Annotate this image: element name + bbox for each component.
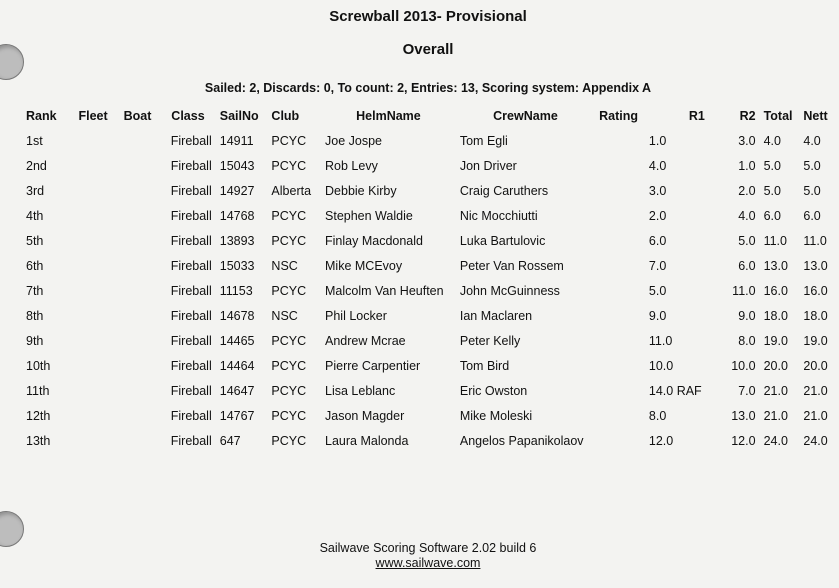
cell-helm: Phil Locker xyxy=(325,309,387,323)
cell-club: PCYC xyxy=(271,384,307,398)
cell-boat xyxy=(115,253,160,278)
cell-r1: 12.0 xyxy=(648,434,674,448)
cell-r2: 12.0 xyxy=(731,434,756,448)
table-row xyxy=(22,378,839,403)
cell-total: 5.0 xyxy=(763,184,781,198)
cell-total: 19.0 xyxy=(763,334,788,348)
cell-class: Fireball xyxy=(170,359,212,373)
footer xyxy=(0,541,839,571)
cell-rank: 6th xyxy=(26,259,44,273)
table-row xyxy=(22,328,839,353)
cell-boat xyxy=(115,228,160,253)
cell-sailno: 14464 xyxy=(219,359,255,373)
table-row xyxy=(22,203,839,228)
page-subtitle: Overall xyxy=(402,41,454,58)
column-header-r1: R1 xyxy=(688,109,705,123)
cell-r2: 8.0 xyxy=(738,334,756,348)
cell-r2: 2.0 xyxy=(738,184,756,198)
cell-rank: 11th xyxy=(26,384,50,398)
cell-helm: Mike MCEvoy xyxy=(325,259,403,273)
cell-r1: 2.0 xyxy=(648,209,667,223)
cell-crew: Peter Kelly xyxy=(459,334,521,348)
cell-sailno: 14768 xyxy=(219,209,255,223)
cell-class: Fireball xyxy=(170,159,212,173)
cell-fleet xyxy=(71,328,115,353)
cell-crew: Craig Caruthers xyxy=(459,184,549,198)
cell-helm: Debbie Kirby xyxy=(325,184,397,198)
software-credit: Sailwave Scoring Software 2.02 build 6 xyxy=(319,541,537,555)
cell-crew: John McGuinness xyxy=(459,284,560,298)
cell-crew: Eric Owston xyxy=(459,384,528,398)
column-header-sailno: SailNo xyxy=(219,109,259,123)
column-header-crewname: CrewName xyxy=(493,109,558,123)
column-header-club: Club xyxy=(271,109,300,123)
cell-total: 16.0 xyxy=(763,284,788,298)
cell-helm: Malcolm Van Heuften xyxy=(325,284,444,298)
cell-class: Fireball xyxy=(170,384,212,398)
column-header-class: Class xyxy=(171,109,205,123)
cell-crew: Jon Driver xyxy=(459,159,517,173)
cell-helm: Joe Jospe xyxy=(325,134,382,148)
cell-club: NSC xyxy=(271,309,298,323)
table-row xyxy=(22,253,839,278)
cell-helm: Jason Magder xyxy=(325,409,405,423)
cell-r2: 6.0 xyxy=(738,259,756,273)
cell-sailno: 14927 xyxy=(219,184,255,198)
cell-total: 13.0 xyxy=(763,259,788,273)
series-summary: Sailed: 2, Discards: 0, To count: 2, Entries: 13, Scoring system: Appendix A xyxy=(204,81,652,95)
cell-nett: 11.0 xyxy=(803,234,827,248)
cell-r2: 9.0 xyxy=(738,309,756,323)
cell-boat xyxy=(115,353,160,378)
cell-r1: 5.0 xyxy=(648,284,667,298)
cell-fleet xyxy=(71,428,115,453)
cell-boat xyxy=(115,403,160,428)
cell-r1: 4.0 xyxy=(648,159,667,173)
table-row xyxy=(22,228,839,253)
cell-club: PCYC xyxy=(271,234,307,248)
results-body xyxy=(22,128,839,453)
cell-rating xyxy=(595,153,645,178)
cell-helm: Lisa Leblanc xyxy=(325,384,396,398)
cell-nett: 21.0 xyxy=(803,384,828,398)
cell-boat xyxy=(115,303,160,328)
cell-boat xyxy=(115,203,160,228)
cell-class: Fireball xyxy=(170,209,212,223)
cell-rating xyxy=(595,253,645,278)
cell-total: 21.0 xyxy=(763,409,788,423)
cell-fleet xyxy=(71,228,115,253)
cell-nett: 18.0 xyxy=(803,309,828,323)
cell-boat xyxy=(115,153,160,178)
cell-r2: 3.0 xyxy=(738,134,756,148)
cell-club: PCYC xyxy=(271,159,307,173)
cell-club: PCYC xyxy=(271,434,307,448)
cell-boat xyxy=(115,178,160,203)
cell-rating xyxy=(595,303,645,328)
cell-rank: 10th xyxy=(26,359,51,373)
cell-nett: 19.0 xyxy=(803,334,828,348)
cell-r1: 1.0 xyxy=(648,134,667,148)
table-row xyxy=(22,278,839,303)
cell-helm: Stephen Waldie xyxy=(325,209,413,223)
cell-sailno: 14767 xyxy=(219,409,255,423)
cell-fleet xyxy=(71,303,115,328)
cell-total: 20.0 xyxy=(763,359,788,373)
cell-rank: 9th xyxy=(26,334,44,348)
cell-helm: Pierre Carpentier xyxy=(325,359,421,373)
cell-fleet xyxy=(71,153,115,178)
column-header-total: Total xyxy=(763,109,793,123)
cell-class: Fireball xyxy=(170,309,212,323)
cell-total: 11.0 xyxy=(763,234,787,248)
cell-club: PCYC xyxy=(271,409,307,423)
cell-sailno: 11153 xyxy=(219,284,253,298)
column-header-fleet: Fleet xyxy=(78,109,108,123)
cell-nett: 5.0 xyxy=(803,184,821,198)
cell-r2: 13.0 xyxy=(731,409,756,423)
cell-r1: 10.0 xyxy=(648,359,674,373)
results-table xyxy=(22,104,839,453)
cell-class: Fireball xyxy=(170,259,212,273)
cell-r1: 3.0 xyxy=(648,184,667,198)
cell-helm: Andrew Mcrae xyxy=(325,334,406,348)
cell-rating xyxy=(595,328,645,353)
cell-class: Fireball xyxy=(170,284,212,298)
cell-sailno: 14678 xyxy=(219,309,255,323)
cell-nett: 4.0 xyxy=(803,134,821,148)
cell-class: Fireball xyxy=(170,434,212,448)
cell-rank: 1st xyxy=(26,134,43,148)
cell-fleet xyxy=(71,378,115,403)
cell-boat xyxy=(115,428,160,453)
cell-rank: 4th xyxy=(26,209,44,223)
table-header-row xyxy=(22,104,839,128)
cell-rank: 8th xyxy=(26,309,44,323)
cell-r1: 8.0 xyxy=(648,409,667,423)
cell-r2: 10.0 xyxy=(731,359,756,373)
cell-class: Fireball xyxy=(170,234,212,248)
column-header-helmname: HelmName xyxy=(356,109,421,123)
cell-r2: 4.0 xyxy=(738,209,756,223)
cell-crew: Nic Mocchiutti xyxy=(459,209,538,223)
cell-nett: 13.0 xyxy=(803,259,828,273)
cell-class: Fireball xyxy=(170,334,212,348)
cell-r2: 5.0 xyxy=(738,234,756,248)
cell-boat xyxy=(115,328,160,353)
column-header-boat: Boat xyxy=(123,109,152,123)
cell-sailno: 14465 xyxy=(219,334,255,348)
cell-class: Fireball xyxy=(170,184,212,198)
cell-helm: Finlay Macdonald xyxy=(325,234,423,248)
cell-nett: 6.0 xyxy=(803,209,821,223)
cell-r2: 1.0 xyxy=(738,159,756,173)
cell-nett: 16.0 xyxy=(803,284,828,298)
cell-rating xyxy=(595,228,645,253)
cell-rank: 3rd xyxy=(26,184,45,198)
cell-fleet xyxy=(71,128,115,153)
cell-fleet xyxy=(71,178,115,203)
cell-rating xyxy=(595,128,645,153)
cell-rating xyxy=(595,353,645,378)
cell-rating xyxy=(595,378,645,403)
cell-sailno: 15033 xyxy=(219,259,255,273)
table-row xyxy=(22,303,839,328)
cell-total: 18.0 xyxy=(763,309,788,323)
cell-sailno: 14647 xyxy=(219,384,255,398)
cell-rank: 13th xyxy=(26,434,51,448)
cell-r1: 7.0 xyxy=(648,259,667,273)
cell-class: Fireball xyxy=(170,134,212,148)
cell-boat xyxy=(115,278,160,303)
cell-total: 6.0 xyxy=(763,209,781,223)
cell-club: PCYC xyxy=(271,284,307,298)
cell-r1: 14.0 RAF xyxy=(648,384,702,398)
cell-nett: 5.0 xyxy=(803,159,821,173)
cell-rating xyxy=(595,178,645,203)
cell-rank: 12th xyxy=(26,409,51,423)
column-header-rank: Rank xyxy=(26,109,57,123)
cell-total: 24.0 xyxy=(763,434,788,448)
column-header-rating: Rating xyxy=(599,109,638,123)
cell-total: 5.0 xyxy=(763,159,781,173)
cell-class: Fireball xyxy=(170,409,212,423)
cell-fleet xyxy=(71,353,115,378)
cell-crew: Ian Maclaren xyxy=(459,309,533,323)
cell-sailno: 647 xyxy=(219,434,241,448)
cell-sailno: 14911 xyxy=(219,134,254,148)
cell-boat xyxy=(115,128,160,153)
page-title: Screwball 2013- Provisional xyxy=(329,8,527,25)
cell-helm: Laura Malonda xyxy=(325,434,409,448)
column-header-nett: Nett xyxy=(803,109,828,123)
cell-fleet xyxy=(71,278,115,303)
cell-r1: 11.0 xyxy=(648,334,673,348)
cell-club: PCYC xyxy=(271,134,307,148)
cell-crew: Angelos Papanikolaov xyxy=(459,434,584,448)
table-row xyxy=(22,403,839,428)
cell-nett: 21.0 xyxy=(803,409,828,423)
cell-r2: 7.0 xyxy=(738,384,756,398)
cell-rating xyxy=(595,403,645,428)
cell-rating xyxy=(595,428,645,453)
cell-crew: Tom Bird xyxy=(459,359,510,373)
cell-rating xyxy=(595,203,645,228)
cell-nett: 20.0 xyxy=(803,359,828,373)
table-row xyxy=(22,153,839,178)
cell-r2: 11.0 xyxy=(732,284,756,298)
cell-rank: 7th xyxy=(26,284,44,298)
table-row xyxy=(22,353,839,378)
cell-fleet xyxy=(71,203,115,228)
cell-sailno: 15043 xyxy=(219,159,255,173)
cell-nett: 24.0 xyxy=(803,434,828,448)
cell-boat xyxy=(115,378,160,403)
table-row xyxy=(22,128,839,153)
cell-total: 21.0 xyxy=(763,384,788,398)
cell-crew: Mike Moleski xyxy=(459,409,533,423)
cell-helm: Rob Levy xyxy=(325,159,378,173)
cell-rank: 5th xyxy=(26,234,44,248)
cell-rank: 2nd xyxy=(26,159,47,173)
cell-crew: Tom Egli xyxy=(459,134,508,148)
cell-fleet xyxy=(71,253,115,278)
cell-club: PCYC xyxy=(271,209,307,223)
column-header-r2: R2 xyxy=(739,109,756,123)
cell-club: NSC xyxy=(271,259,298,273)
cell-total: 4.0 xyxy=(763,134,781,148)
cell-crew: Peter Van Rossem xyxy=(459,259,564,273)
cell-sailno: 13893 xyxy=(219,234,255,248)
cell-club: Alberta xyxy=(271,184,312,198)
sailwave-link[interactable]: www.sailwave.com xyxy=(375,556,481,570)
cell-club: PCYC xyxy=(271,359,307,373)
cell-fleet xyxy=(71,403,115,428)
cell-rating xyxy=(595,278,645,303)
table-row xyxy=(22,178,839,203)
cell-r1: 6.0 xyxy=(648,234,667,248)
table-row xyxy=(22,428,839,453)
cell-crew: Luka Bartulovic xyxy=(459,234,546,248)
cell-r1: 9.0 xyxy=(648,309,667,323)
cell-club: PCYC xyxy=(271,334,307,348)
